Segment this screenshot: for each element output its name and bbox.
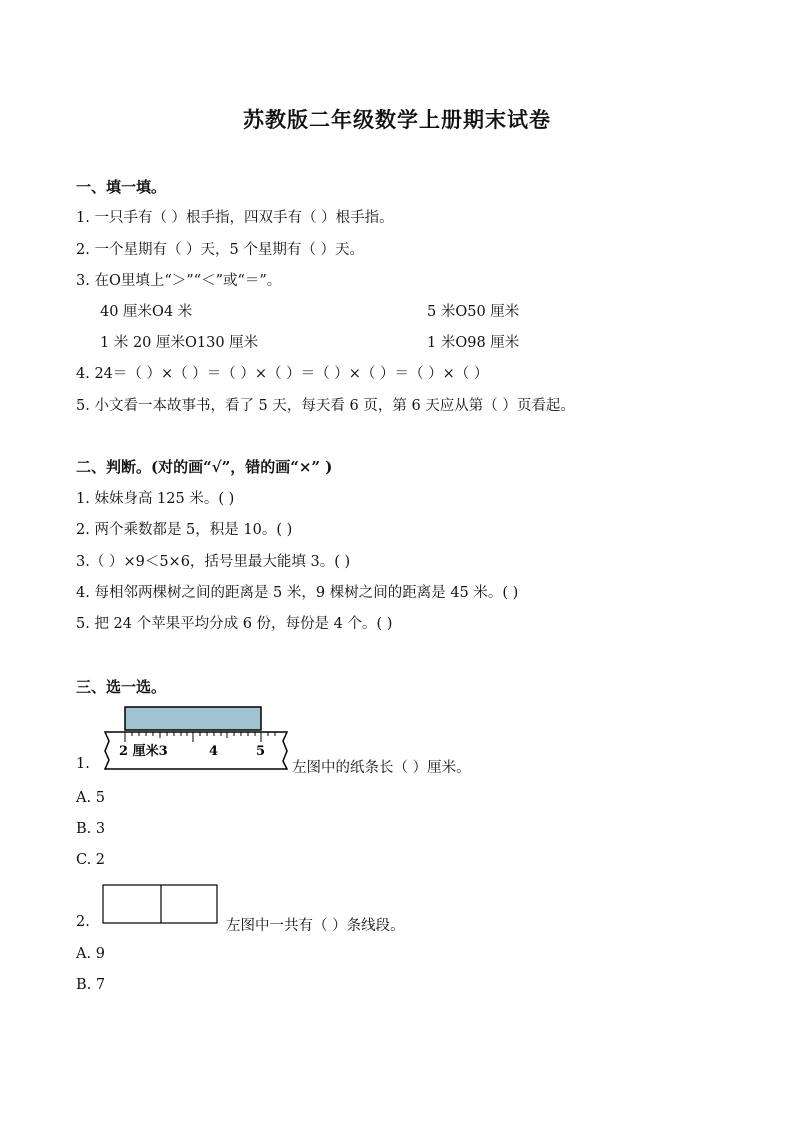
s3-q1-option-c: C. 2 [76, 852, 106, 868]
section1-heading: 一、填一填。 [76, 178, 167, 196]
s2-question-5: 5. 把 24 个苹果平均分成 6 份，每份是 4 个。( ) [76, 616, 393, 632]
s3-q1-option-b: B. 3 [76, 821, 106, 837]
s3-q1-option-a: A. 5 [76, 790, 105, 806]
s2-question-4: 4. 每相邻两棵树之间的距离是 5 米，9 棵树之间的距离是 45 米。( ) [76, 585, 519, 601]
s2-question-1: 1. 妹妹身高 125 米。( ) [76, 491, 235, 507]
s3-q1-text: 左图中的纸条长（ ）厘米。 [292, 760, 471, 776]
s1-q3-item-a: 40 厘米O4 米 [100, 304, 193, 320]
ruler-tick-5: 5 [256, 744, 266, 759]
s1-q3-item-d: 1 米O98 厘米 [427, 335, 520, 351]
section2-heading: 二、判断。(对的画“√”，错的画“×” ) [76, 458, 333, 476]
section3-heading: 三、选一选。 [76, 678, 167, 696]
s3-q2-option-a: A. 9 [76, 946, 105, 962]
s3-q2-text: 左图中一共有（ ）条线段。 [226, 918, 405, 934]
s1-question-5: 5. 小文看一本故事书，看了 5 天，每天看 6 页，第 6 天应从第（ ）页看起。 [76, 398, 575, 414]
s1-question-3: 3. 在O里填上“＞”“＜”或“＝”。 [76, 273, 282, 289]
s1-question-4: 4. 24＝（ ）×（ ）＝（ ）×（ ）＝（ ）×（ ）＝（ ）×（ ） [76, 366, 489, 382]
s1-q3-item-c: 1 米 20 厘米O130 厘米 [100, 335, 259, 351]
ruler-label-2cm: 2 厘米3 [119, 744, 168, 759]
s3-q2-option-b: B. 7 [76, 977, 106, 993]
s2-question-3: 3.（ ）×9＜5×6，括号里最大能填 3。( ) [76, 554, 351, 570]
ruler-tick-4: 4 [209, 744, 219, 759]
paper-strip [125, 707, 261, 730]
s1-question-1: 1. 一只手有（ ）根手指，四双手有（ ）根手指。 [76, 210, 394, 226]
s3-q1-number: 1. [76, 756, 90, 772]
s3-q2-number: 2. [76, 914, 90, 930]
line-segment-figure [102, 884, 218, 924]
s2-question-2: 2. 两个乘数都是 5，积是 10。( ) [76, 522, 293, 538]
page-title: 苏教版二年级数学上册期末试卷 [243, 107, 551, 132]
s1-question-2: 2. 一个星期有（ ）天，5 个星期有（ ）天。 [76, 242, 364, 258]
ruler-figure [101, 705, 289, 771]
s1-q3-item-b: 5 米O50 厘米 [427, 304, 520, 320]
